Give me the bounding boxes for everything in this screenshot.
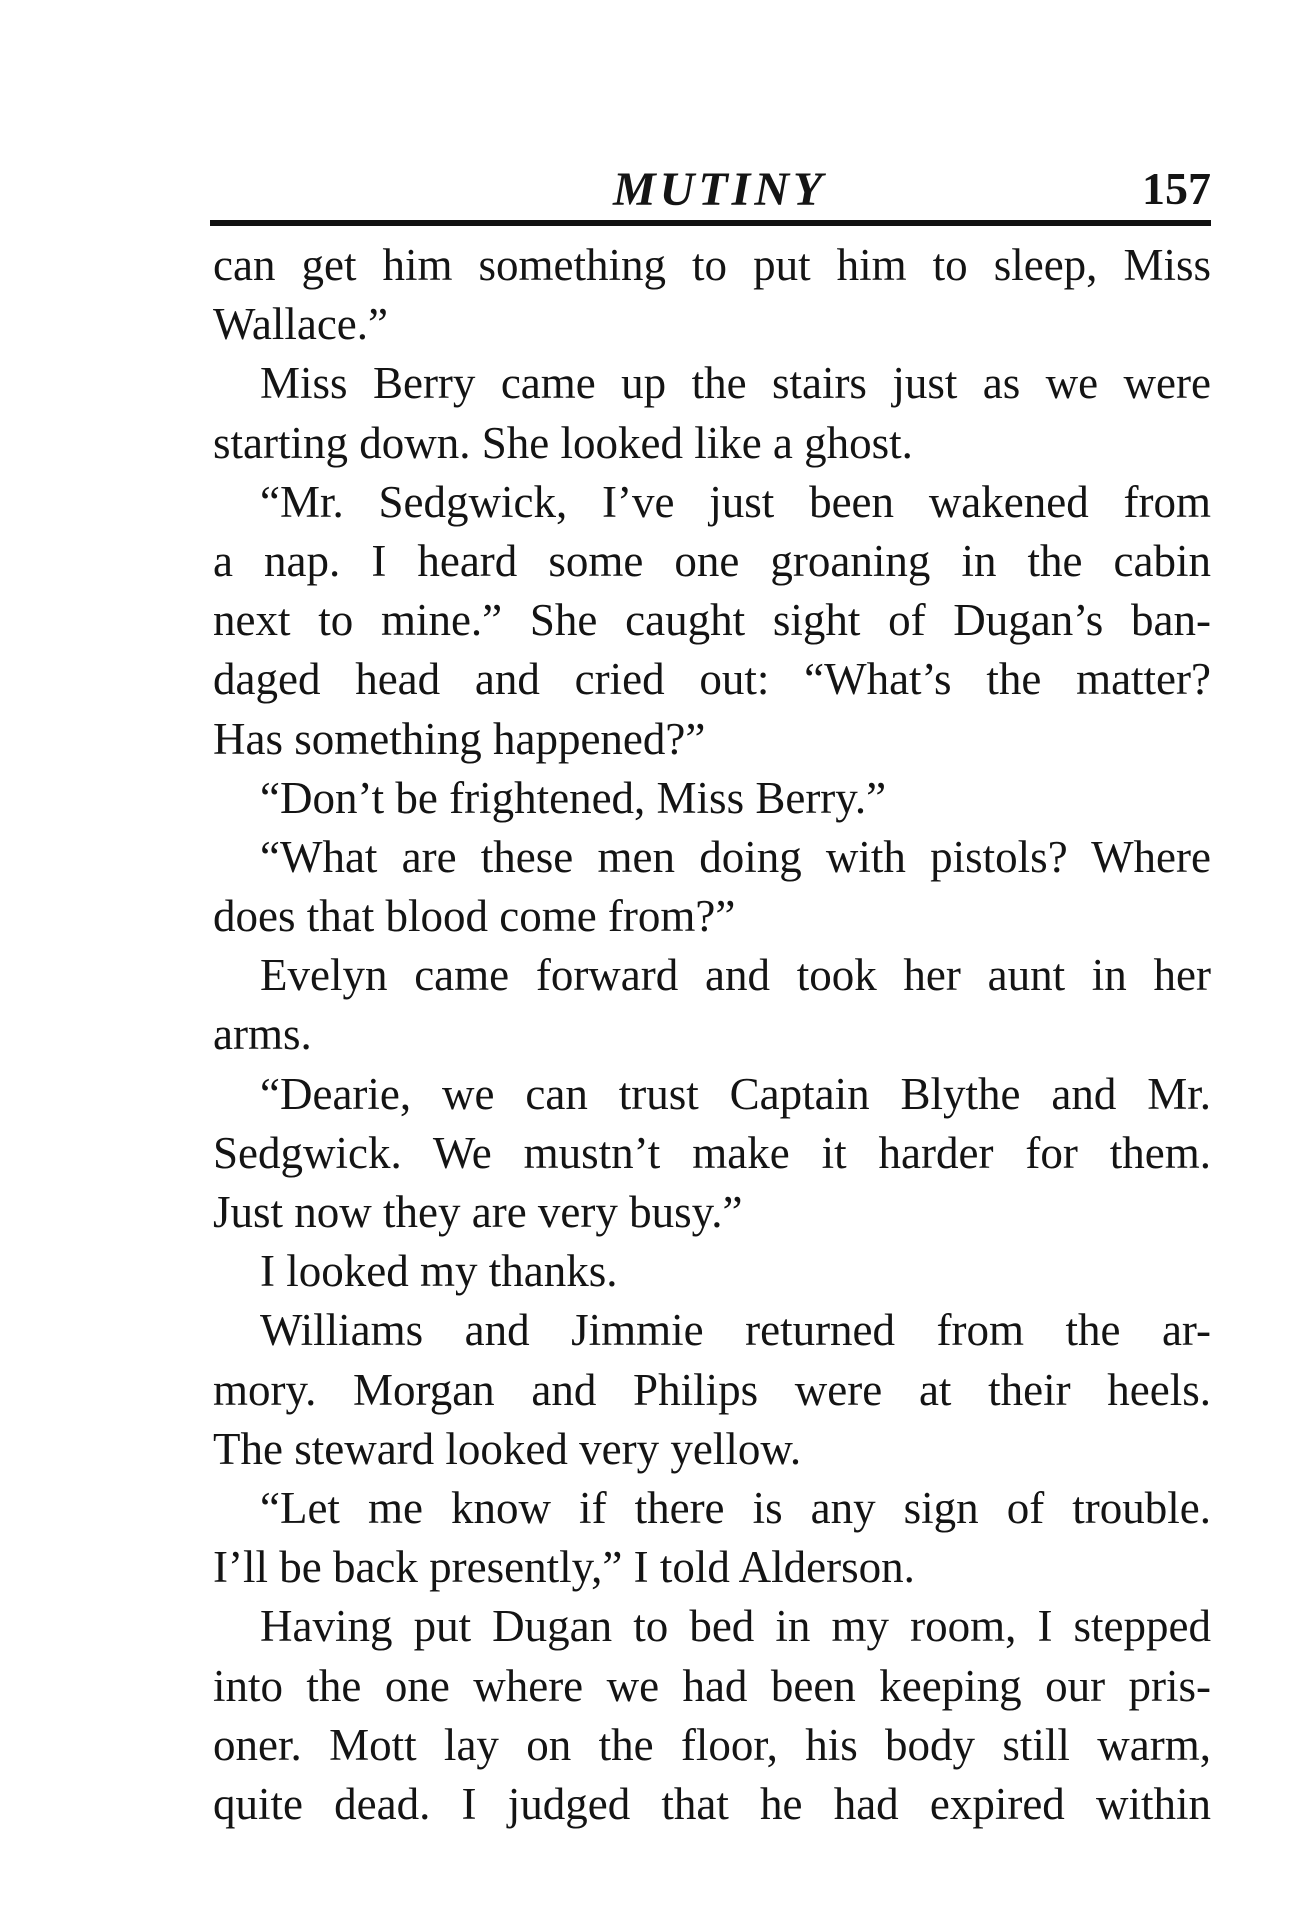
text-line: oner. Mott lay on the floor, his body still warm, bbox=[213, 1719, 1211, 1770]
body-text bbox=[213, 236, 1211, 1834]
text-line: “Dearie, we can trust Captain Blythe and Mr. bbox=[260, 1068, 1211, 1119]
text-line: a nap. I heard some one groaning in the cabin bbox=[213, 535, 1211, 586]
text-line: does that blood come from?” bbox=[213, 891, 736, 942]
text-line: Miss Berry came up the stairs just as we were bbox=[260, 358, 1211, 409]
text-line: Having put Dugan to bed in my room, I stepped bbox=[260, 1601, 1211, 1652]
text-line: quite dead. I judged that he had expired within bbox=[213, 1778, 1211, 1829]
page-number: 157 bbox=[1142, 163, 1211, 214]
running-title: MUTINY bbox=[613, 163, 827, 216]
text-line: I looked my thanks. bbox=[260, 1246, 618, 1297]
text-line: “Let me know if there is any sign of trouble. bbox=[260, 1482, 1211, 1533]
text-line: “Mr. Sedgwick, I’ve just been wakened from bbox=[260, 476, 1211, 527]
text-line: Evelyn came forward and took her aunt in her bbox=[260, 950, 1211, 1001]
text-line: Sedgwick. We mustn’t make it harder for them. bbox=[213, 1127, 1211, 1178]
text-line: Has something happened?” bbox=[213, 713, 706, 764]
text-line: I’ll be back presently,” I told Alderson. bbox=[213, 1542, 915, 1593]
text-line: “Don’t be frightened, Miss Berry.” bbox=[260, 772, 887, 823]
text-line: arms. bbox=[213, 1009, 312, 1060]
text-line: The steward looked very yellow. bbox=[213, 1423, 802, 1474]
running-header bbox=[213, 150, 1213, 220]
text-line: starting down. She looked like a ghost. bbox=[213, 417, 913, 468]
text-line: Just now they are very busy.” bbox=[213, 1187, 743, 1237]
text-line: “What are these men doing with pistols? Where bbox=[260, 831, 1211, 882]
text-line: can get him something to put him to sleep, Miss bbox=[213, 240, 1211, 290]
header-rule bbox=[210, 220, 1211, 226]
text-line: next to mine.” She caught sight of Dugan’s ban- bbox=[213, 595, 1211, 646]
text-line: into the one where we had been keeping our pris- bbox=[213, 1660, 1211, 1711]
text-line: Wallace.” bbox=[213, 299, 388, 350]
text-line: mory. Morgan and Philips were at their heels. bbox=[213, 1364, 1211, 1415]
text-line: Williams and Jimmie returned from the ar- bbox=[260, 1305, 1211, 1356]
text-line: daged head and cried out: “What’s the matter? bbox=[213, 654, 1211, 705]
